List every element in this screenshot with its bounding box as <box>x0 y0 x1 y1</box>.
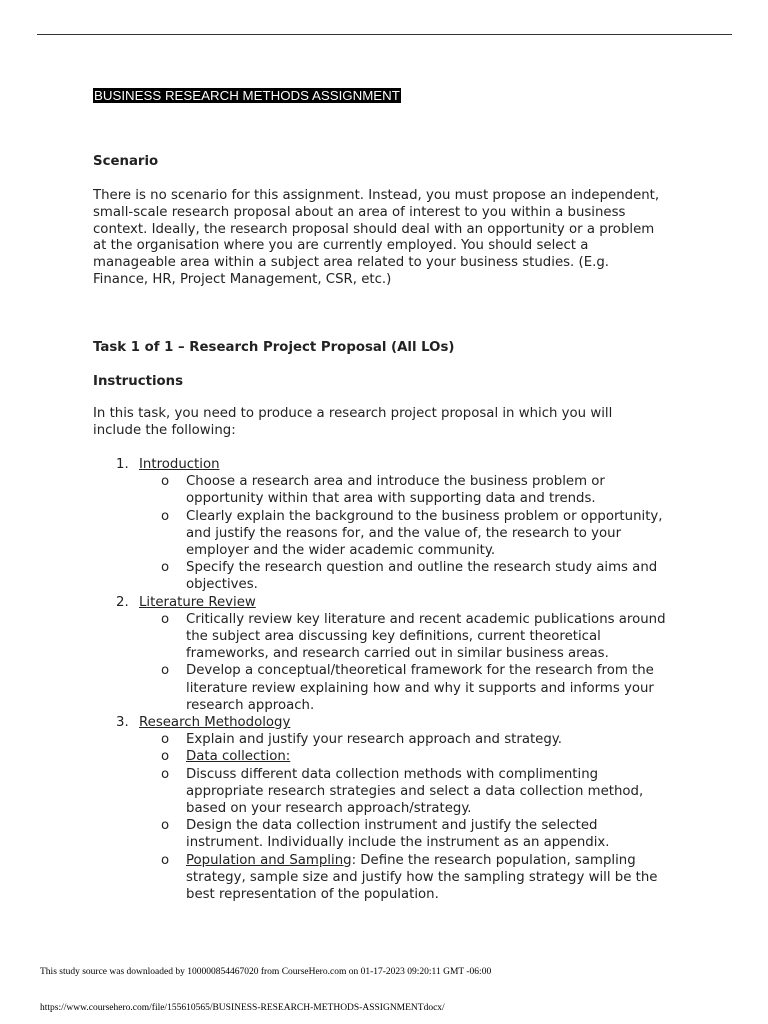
bullet-line: based on your research approach/strategy. <box>186 801 472 817</box>
section-item <box>93 594 693 714</box>
bullet-line: Explain and justify your research approach and strategy. <box>186 732 563 748</box>
header-rule <box>37 34 732 35</box>
instructions-heading: Instructions <box>93 374 184 389</box>
bullet-item <box>93 766 693 818</box>
section-title: Introduction <box>139 457 220 472</box>
section-heading <box>93 456 693 473</box>
scenario-line: context. Ideally, the research proposal should deal with an opportunity or a problem <box>93 221 655 237</box>
bullet-marker: o <box>161 749 170 765</box>
section-bullets <box>93 731 693 903</box>
bullet-item <box>93 559 693 593</box>
section-bullets <box>93 473 693 593</box>
scenario-line: There is no scenario for this assignment. Instead, you must propose an independent, <box>93 188 660 203</box>
document-title: BUSINESS RESEARCH METHODS ASSIGNMENT <box>94 88 400 103</box>
bullet-line: instrument. Individually include the instrument as an appendix. <box>186 835 610 851</box>
bullet-item <box>93 508 693 560</box>
bullet-line: Discuss different data collection methods with complimenting <box>186 766 599 782</box>
bullet-line: Clearly explain the background to the business problem or opportunity, <box>186 508 663 524</box>
scenario-paragraph <box>93 188 693 289</box>
bullet-line <box>186 852 693 869</box>
bullet-item <box>93 817 693 851</box>
bullet-line <box>186 748 693 765</box>
section-item <box>93 714 693 903</box>
scenario-line: at the organisation where you are currently employed. You should select a <box>93 238 589 254</box>
bullet-line: frameworks, and research carried out in similar business areas. <box>186 646 609 662</box>
instructions-line: include the following: <box>93 422 236 438</box>
bullet-line: opportunity within that area with supporting data and trends. <box>186 491 596 507</box>
bullet-item <box>93 473 693 507</box>
bullet-line: strategy, sample size and justify how the sampling strategy will be the <box>186 869 658 885</box>
bullet-item <box>93 611 693 663</box>
bullet-marker: o <box>161 766 170 782</box>
bullet-label: Data collection: <box>186 749 291 765</box>
bullet-item <box>93 731 693 748</box>
bullet-item <box>93 852 693 904</box>
bullet-marker: o <box>161 560 170 576</box>
bullet-marker: o <box>161 474 170 490</box>
bullet-line: literature review explaining how and why it supports and informs your <box>186 680 654 696</box>
bullet-line: Choose a research area and introduce the business problem or <box>186 474 605 490</box>
bullet-line: research approach. <box>186 697 315 713</box>
download-note: This study source was downloaded by 100000854467020 from CourseHero.com on 01-17-2023 09:20:11 GMT -06:00 <box>40 967 492 977</box>
scenario-line: Finance, HR, Project Management, CSR, etc.) <box>93 271 392 287</box>
section-number: 1. <box>116 457 129 472</box>
bullet-line: and justify the reasons for, and the value of, the research to your <box>186 525 622 541</box>
source-url: https://www.coursehero.com/file/155610565/BUSINESS-RESEARCH-METHODS-ASSIGNMENTdocx/ <box>40 1003 445 1013</box>
scenario-heading: Scenario <box>93 154 159 169</box>
bullet-label: Population and Sampling <box>186 852 352 868</box>
bullet-line: Critically review key literature and recent academic publications around <box>186 611 666 627</box>
instructions-paragraph <box>93 406 693 440</box>
bullet-line: Develop a conceptual/theoretical framework for the research from the <box>186 663 654 679</box>
scenario-line: manageable area within a subject area related to your business studies. (E.g. <box>93 255 609 271</box>
bullet-line: objectives. <box>186 577 258 593</box>
instructions-line: In this task, you need to produce a research project proposal in which you will <box>93 406 613 421</box>
section-title: Research Methodology <box>139 715 291 731</box>
section-bullets <box>93 611 693 714</box>
bullet-line: Design the data collection instrument and justify the selected <box>186 818 598 834</box>
bullet-text: : Define the research population, sampling <box>351 852 636 868</box>
bullet-marker: o <box>161 611 170 627</box>
bullet-line: best representation of the population. <box>186 887 439 903</box>
section-title: Literature Review <box>139 594 256 610</box>
bullet-marker: o <box>161 852 170 868</box>
section-item <box>93 456 693 594</box>
bullet-line: appropriate research strategies and select a data collection method, <box>186 783 644 799</box>
bullet-item <box>93 748 693 765</box>
bullet-marker: o <box>161 508 170 524</box>
bullet-line: the subject area discussing key definitions, current theoretical <box>186 629 601 645</box>
proposal-sections-list <box>93 456 693 903</box>
section-heading <box>93 594 693 611</box>
bullet-marker: o <box>161 732 170 748</box>
section-number: 3. <box>116 715 129 731</box>
bullet-item <box>93 662 693 714</box>
bullet-line: Specify the research question and outline the research study aims and <box>186 560 658 576</box>
bullet-marker: o <box>161 663 170 679</box>
task-heading: Task 1 of 1 – Research Project Proposal (All LOs) <box>93 340 455 355</box>
scenario-line: small-scale research proposal about an area of interest to you within a business <box>93 204 626 220</box>
bullet-marker: o <box>161 818 170 834</box>
section-number: 2. <box>116 594 129 610</box>
section-heading <box>93 714 693 731</box>
bullet-line: employer and the wider academic community. <box>186 543 496 559</box>
